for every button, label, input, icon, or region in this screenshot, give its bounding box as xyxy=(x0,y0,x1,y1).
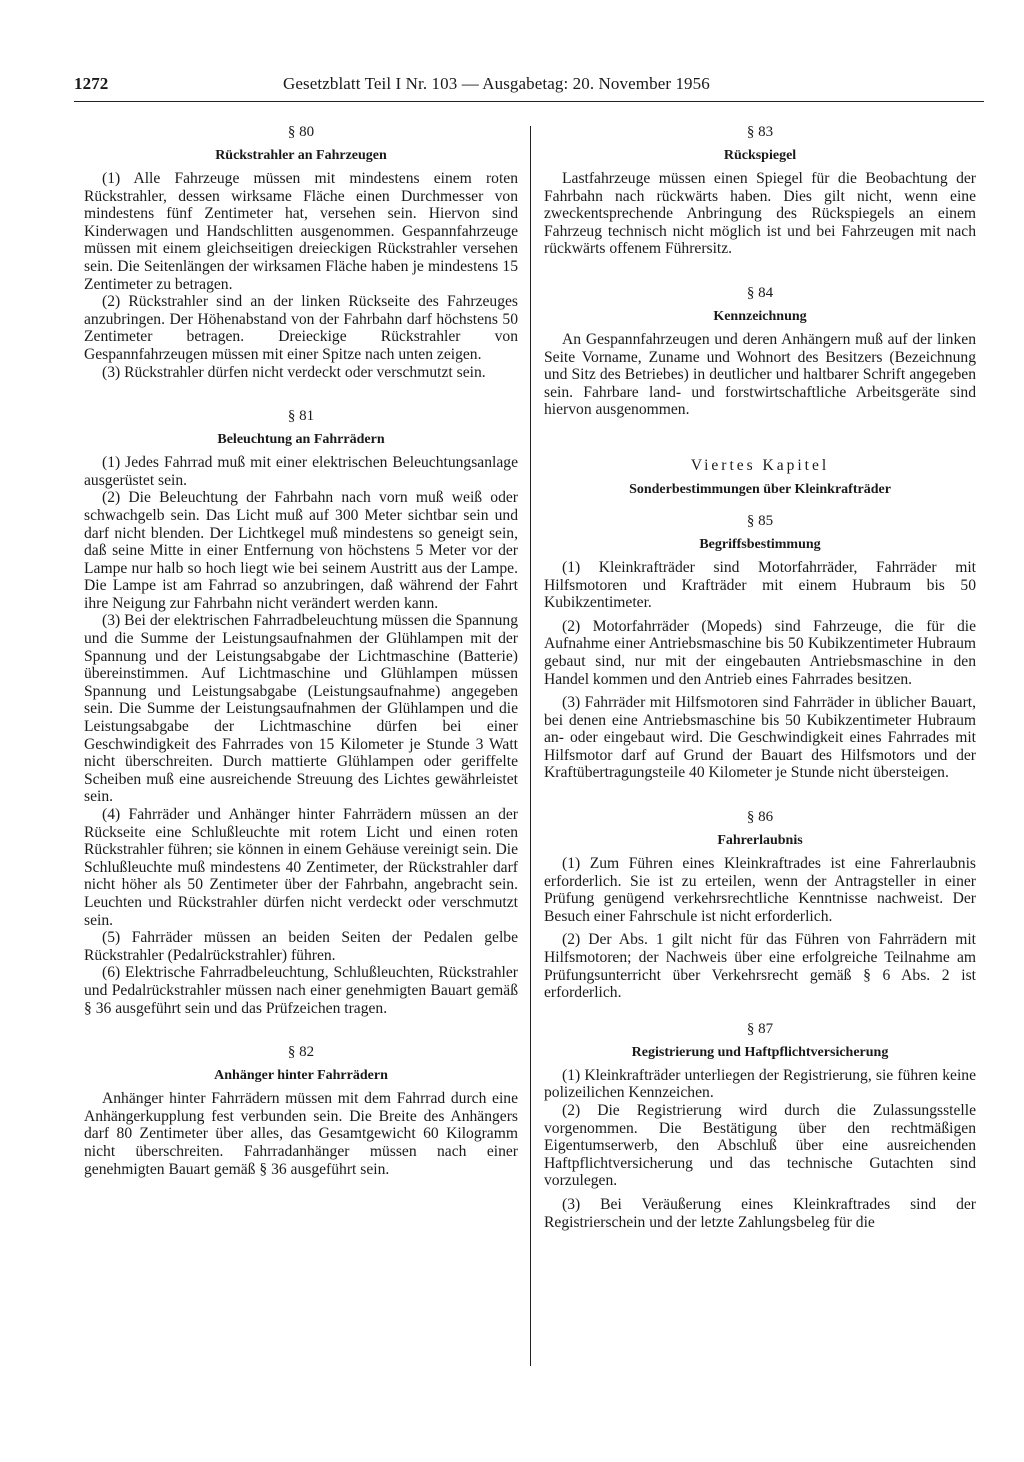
paragraph: (1) Alle Fahrzeuge müssen mit mindestens einem roten Rückstrahler, dessen wirksame Fläche einen Durchmesser von mindestens fünf Zentimeter hat, versehen sein. Hiervon sind Kinderwagen und Handschlitten ausgenommen. Gespannfahrzeuge müssen mit einem gleichseitigen dreieckigen Rückstrahler versehen sein. Die Seitenlängen der wirksamen Fläche haben je mindestens 15 Zentimeter zu betragen. xyxy=(84,170,518,293)
section-number: § 86 xyxy=(746,809,774,826)
paragraph: (6) Elektrische Fahrradbeleuchtung, Schlußleuchten, Rückstrahler und Pedalrückstrahler müssen nach einer genehmigten Bauart gemäß § 36 ausgeführt sein und das Prüfzeichen tragen. xyxy=(84,964,518,1017)
chapter-title: Sonderbestimmungen über Kleinkrafträder xyxy=(629,481,891,497)
paragraph: (2) Der Abs. 1 gilt nicht für das Führen von Fahrrädern mit Hilfsmotoren; der Nachweis über eine erfolgreiche Teilnahme am Prüfungsunterricht über Verkehrsrecht gemäß § 6 Abs. 2 ist erforderlich. xyxy=(544,931,976,1002)
column-divider xyxy=(530,126,531,1366)
paragraph: (2) Die Beleuchtung der Fahrbahn nach vorn muß weiß oder schwachgelb sein. Das Licht muß auf 300 Meter sichtbar sein und darf nicht blenden. Der Lichtkegel muß mindestens so geneigt sein, daß seine Mitte in einer Entfernung von höchstens 5 Meter vor der Lampe nur halb so hoch liegt wie bei seinem Austritt aus der Lampe. Die Lampe ist am Fahrrad so anzubringen, daß während der Fahrt ihre Neigung zur Fahrbahn nicht verändert werden kann. xyxy=(84,489,518,612)
section-number: § 81 xyxy=(287,408,315,425)
section-title: Anhänger hinter Fahrrädern xyxy=(214,1068,388,1084)
paragraph: (5) Fahrräder müssen an beiden Seiten der Pedalen gelbe Rückstrahler (Pedalrückstrahler) führen. xyxy=(84,929,518,964)
section-number: § 80 xyxy=(287,124,315,140)
paragraph: (3) Bei Veräußerung eines Kleinkraftrades sind der Registrierschein und der letzte Zahlungsbeleg für die xyxy=(544,1195,976,1231)
header-rule xyxy=(74,101,984,102)
paragraph: (2) Motorfahrräder (Mopeds) sind Fahrzeuge, die für die Aufnahme einer Antriebsmaschine bis 50 Kubikzentimeter Hubraum gebaut sind, nur mit der eingebauten Antriebsmaschine in den Handel kommen und den Antrieb eines Fahrrades besitzen. xyxy=(544,617,976,688)
paragraph: (1) Zum Führen eines Kleinkraftrades ist eine Fahrerlaubnis erforderlich. Sie ist zu erteilen, wenn der Antragsteller in einer Prüfung genügend verkehrsrechtliche Kenntnisse nachweist. Der Besuch einer Fahrschule ist nicht erforderlich. xyxy=(544,855,976,925)
paragraph: (3) Rückstrahler dürfen nicht verdeckt oder verschmutzt sein. xyxy=(102,363,486,381)
paragraph: An Gespannfahrzeugen und deren Anhängern muß auf der linken Seite Vorname, Zuname und Wohnort des Besitzers (Bezeichnung und Sitz des Betriebes) in deutlicher und haltbarer Schrift angegeben sein. Fahrbare land- und forstwirtschaftliche Arbeitsgeräte sind hiervon ausgenommen. xyxy=(544,330,976,419)
section-number: § 83 xyxy=(746,124,774,140)
section-title: Begriffsbestimmung xyxy=(699,536,821,552)
chapter-label: Viertes Kapitel xyxy=(690,456,830,474)
header-title: Gesetzblatt Teil I Nr. 103 — Ausgabetag: 20. November 1956 xyxy=(283,74,710,93)
paragraph: (1) Jedes Fahrrad muß mit einer elektrischen Beleuchtungsanlage ausgerüstet sein. xyxy=(84,454,518,489)
section-title: Beleuchtung an Fahrrädern xyxy=(217,432,385,448)
section-title: Kennzeichnung xyxy=(713,308,807,324)
left-column xyxy=(84,123,518,1178)
section-title: Rückspiegel xyxy=(723,148,797,163)
page-number: 1272 xyxy=(74,74,109,93)
paragraph: (1) Kleinkrafträder sind Motorfahrräder, Fahrräder mit Hilfsmotoren und Krafträder mit einem Hubraum bis 50 Kubikzentimeter. xyxy=(544,558,976,612)
paragraph: Anhänger hinter Fahrrädern müssen mit dem Fahrrad durch eine Anhängerkupplung fest verbunden sein. Die Breite des Anhängers darf 80 Zentimeter über alles, das Gesamtgewicht 60 Kilogramm nicht überschreiten. Fahrradanhänger müssen nach einer genehmigten Bauart gemäß § 36 ausgeführt sein. xyxy=(84,1090,518,1178)
section-number: § 85 xyxy=(746,512,774,529)
section-number: § 84 xyxy=(746,284,774,301)
paragraph: (3) Fahrräder mit Hilfsmotoren sind Fahrräder in üblicher Bauart, bei denen eine Antriebsmaschine bis 50 Kubikzentimeter Hubraum an- oder eingebaut wird. Die Geschwindigkeit eines Fahrrades mit Hilfsmotor darf auf Grund der Bauart des Hilfsmotors und der Kraftübertragungsteile 40 Kilometer je Stunde nicht übersteigen. xyxy=(544,694,976,782)
paragraph: (2) Rückstrahler sind an der linken Rückseite des Fahrzeuges anzubringen. Der Höhenabstand von der Fahrbahn darf höchstens 50 Zentimeter betragen. Dreieckige Rückstrahler von Gespannfahrzeugen müssen mit einer Spitze nach unten zeigen. xyxy=(84,293,518,363)
section-title: Registrierung und Haftpflichtversicherung xyxy=(631,1044,889,1060)
section-title: Fahrerlaubnis xyxy=(717,833,803,849)
right-column xyxy=(544,123,976,1231)
paragraph: (1) Kleinkrafträder unterliegen der Registrierung, sie führen keine polizeilichen Kennzeichen. xyxy=(544,1066,976,1102)
paragraph: (3) Bei der elektrischen Fahrradbeleuchtung müssen die Spannung und die Summe der Leistungsaufnahmen der Glühlampen mit der Spannung und der Leistungsabgabe der Lichtmaschine (Batterie) übereinstimmen. Auf Lichtmaschine und Glühlampen müssen Spannung und Leistungsabgabe (Leistungsaufnahme) angegeben sein. Die Summe der Leistungsaufnahmen der Glühlampen und die Leistungsabgabe der Lichtmaschine dürfen bei einer Geschwindigkeit des Fahrrades von 15 Kilometer je Stunde 3 Watt nicht überschreiten. Durch mattierte Glühlampen oder geriffelte Scheiben muß eine ausreichende Streuung des Lichtes gewährleistet sein. xyxy=(84,612,518,806)
section-number: § 82 xyxy=(287,1044,315,1061)
paragraph: (2) Die Registrierung wird durch die Zulassungsstelle vorgenommen. Die Bestätigung über den rechtmäßigen Eigentumserwerb, den Abschluß über eine ausreichenden Haftpflichtversicherung und das technische Gutachten sind vorzulegen. xyxy=(544,1102,976,1190)
paragraph: Lastfahrzeuge müssen einen Spiegel für die Beobachtung der Fahrbahn nach rückwärts haben. Dies gilt nicht, wenn eine zweckentsprechende Anbringung des Rückspiegels an einem Fahrzeug technisch nicht möglich ist und bei Fahrzeugen mit nach rückwärts offenem Führersitz. xyxy=(544,170,976,258)
section-number: § 87 xyxy=(746,1020,774,1037)
section-title: Rückstrahler an Fahrzeugen xyxy=(215,148,387,163)
paragraph: (4) Fahrräder und Anhänger hinter Fahrrädern müssen an der Rückseite eine Schlußleuchte mit rotem Licht und einen roten Rückstrahler führen; sie können in einem Gehäuse vereinigt sein. Die Schlußleuchte muß mindestens 40 Zentimeter, der Rückstrahler darf nicht höher als 50 Zentimeter über der Fahrbahn, angebracht sein. Leuchten und Rückstrahler dürfen nicht verdeckt oder verschmutzt sein. xyxy=(84,806,518,929)
page-header xyxy=(74,74,984,100)
